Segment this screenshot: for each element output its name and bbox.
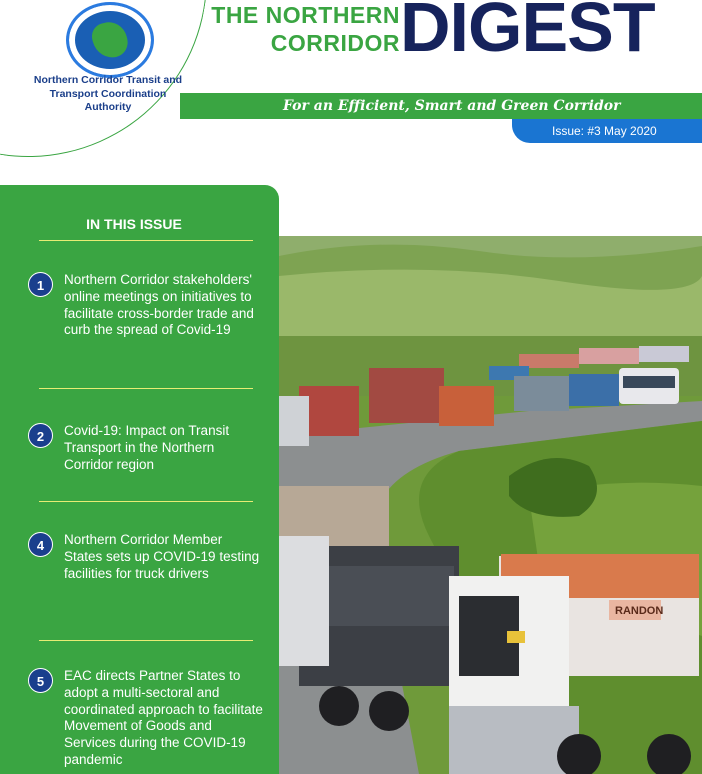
item-title: Northern Corridor stakeholders' online meetings on initiatives to facilitate cross-border trade and curb the spread of Covid-19 xyxy=(64,272,254,338)
sidebar-heading: IN THIS ISSUE xyxy=(86,216,182,232)
africa-map-icon xyxy=(89,18,131,62)
in-this-issue-sidebar xyxy=(0,185,279,774)
item-number-badge: 2 xyxy=(28,423,53,448)
title-line-1: THE NORTHERN xyxy=(211,2,400,28)
truck-plate-text: RANDON xyxy=(615,605,664,617)
organization-name: Northern Corridor Transit and Transport Coordination Authority xyxy=(33,74,183,113)
divider xyxy=(39,388,253,389)
item-number-badge: 1 xyxy=(28,272,53,297)
trucks-on-highway-photo xyxy=(279,236,702,774)
item-number-badge: 5 xyxy=(28,668,53,693)
issue-badge: Issue: #3 May 2020 xyxy=(512,119,702,143)
item-title: Covid-19: Impact on Transit Transport in the Northern Corridor region xyxy=(64,423,230,472)
masthead-title-prefix xyxy=(200,1,400,57)
divider xyxy=(39,501,253,502)
item-title: Northern Corridor Member States sets up COVID-19 testing facilities for truck drivers xyxy=(64,532,260,581)
item-number-badge: 4 xyxy=(28,532,53,557)
item-title: EAC directs Partner States to adopt a multi-sectoral and coordinated approach to facilitate Movement of Goods and Services during the COVID-19 pandemic xyxy=(64,668,263,767)
tagline-bar: For an Efficient, Smart and Green Corridor xyxy=(180,93,702,119)
masthead-title-digest: DIGEST xyxy=(400,0,655,66)
divider xyxy=(39,640,253,641)
title-line-2: CORRIDOR xyxy=(270,30,400,56)
photo-illustration xyxy=(279,236,702,774)
divider xyxy=(39,240,253,241)
nctta-logo-icon xyxy=(66,2,154,78)
masthead xyxy=(0,0,702,180)
